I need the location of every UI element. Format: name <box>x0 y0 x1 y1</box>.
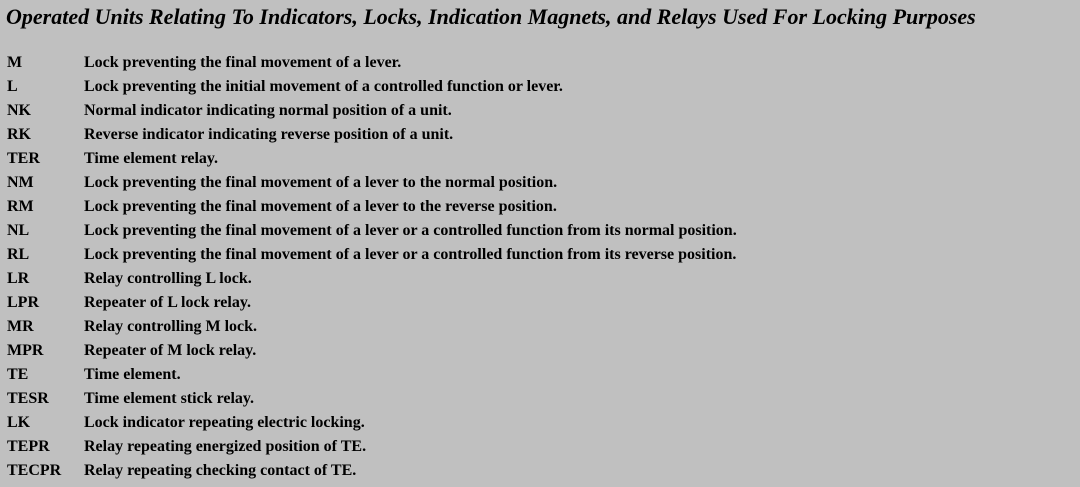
list-item <box>7 244 1067 268</box>
list-item <box>7 100 1067 124</box>
abbreviation-code: L <box>7 78 18 95</box>
abbreviation-code: M <box>7 54 23 71</box>
abbreviation-code: NM <box>7 174 34 191</box>
abbreviation-description: Lock indicator repeating electric locking. <box>84 414 365 431</box>
abbreviation-description: Lock preventing the final movement of a lever or a controlled function from its normal position. <box>84 222 737 239</box>
abbreviation-description: Lock preventing the initial movement of a controlled function or lever. <box>84 78 563 95</box>
abbreviation-description: Repeater of L lock relay. <box>84 294 251 311</box>
abbreviation-description: Reverse indicator indicating reverse position of a unit. <box>84 126 454 143</box>
list-item <box>7 364 1067 388</box>
abbreviation-description: Repeater of M lock relay. <box>84 342 257 359</box>
list-item <box>7 340 1067 364</box>
abbreviation-description: Relay controlling M lock. <box>84 318 258 335</box>
abbreviation-code: RM <box>7 198 34 215</box>
abbreviation-description: Time element relay. <box>84 150 219 167</box>
abbreviation-code: MR <box>7 318 34 335</box>
list-item <box>7 196 1067 220</box>
list-item <box>7 388 1067 412</box>
abbreviation-code: TESR <box>7 390 49 407</box>
list-item <box>7 172 1067 196</box>
abbreviation-description: Relay repeating checking contact of TE. <box>84 462 357 479</box>
abbreviation-description: Lock preventing the final movement of a lever or a controlled function from its reverse position. <box>84 246 737 263</box>
list-item <box>7 148 1067 172</box>
abbreviation-code: LR <box>7 270 30 287</box>
list-item <box>7 316 1067 340</box>
list-item <box>7 220 1067 244</box>
abbreviation-description: Relay controlling L lock. <box>84 270 252 287</box>
abbreviation-description: Normal indicator indicating normal position of a unit. <box>84 102 452 119</box>
list-item <box>7 268 1067 292</box>
list-item <box>7 412 1067 436</box>
abbreviation-code: NL <box>7 222 30 239</box>
abbreviation-description: Lock preventing the final movement of a lever to the reverse position. <box>84 198 557 215</box>
abbreviation-code: LK <box>7 414 31 431</box>
list-item <box>7 52 1067 76</box>
list-item <box>7 292 1067 316</box>
abbreviation-code: TE <box>7 366 29 383</box>
list-item <box>7 124 1067 148</box>
abbreviation-code: LPR <box>7 294 39 311</box>
list-item <box>7 460 1067 484</box>
abbreviation-description: Lock preventing the final movement of a lever. <box>84 54 402 71</box>
abbreviation-code: MPR <box>7 342 44 359</box>
abbreviation-code: RK <box>7 126 31 143</box>
abbreviation-list <box>7 52 1067 484</box>
abbreviation-description: Time element stick relay. <box>84 390 255 407</box>
abbreviation-description: Lock preventing the final movement of a lever to the normal position. <box>84 174 558 191</box>
abbreviation-description: Relay repeating energized position of TE. <box>84 438 367 455</box>
list-item <box>7 76 1067 100</box>
list-item <box>7 436 1067 460</box>
abbreviation-description: Time element. <box>84 366 181 383</box>
abbreviation-code: RL <box>7 246 30 263</box>
page-title: Operated Units Relating To Indicators, Locks, Indication Magnets, and Relays Used For Locking Purposes <box>6 4 976 29</box>
abbreviation-code: TECPR <box>7 462 62 479</box>
abbreviation-code: TER <box>7 150 40 167</box>
abbreviation-code: NK <box>7 102 31 119</box>
abbreviation-code: TEPR <box>7 438 50 455</box>
